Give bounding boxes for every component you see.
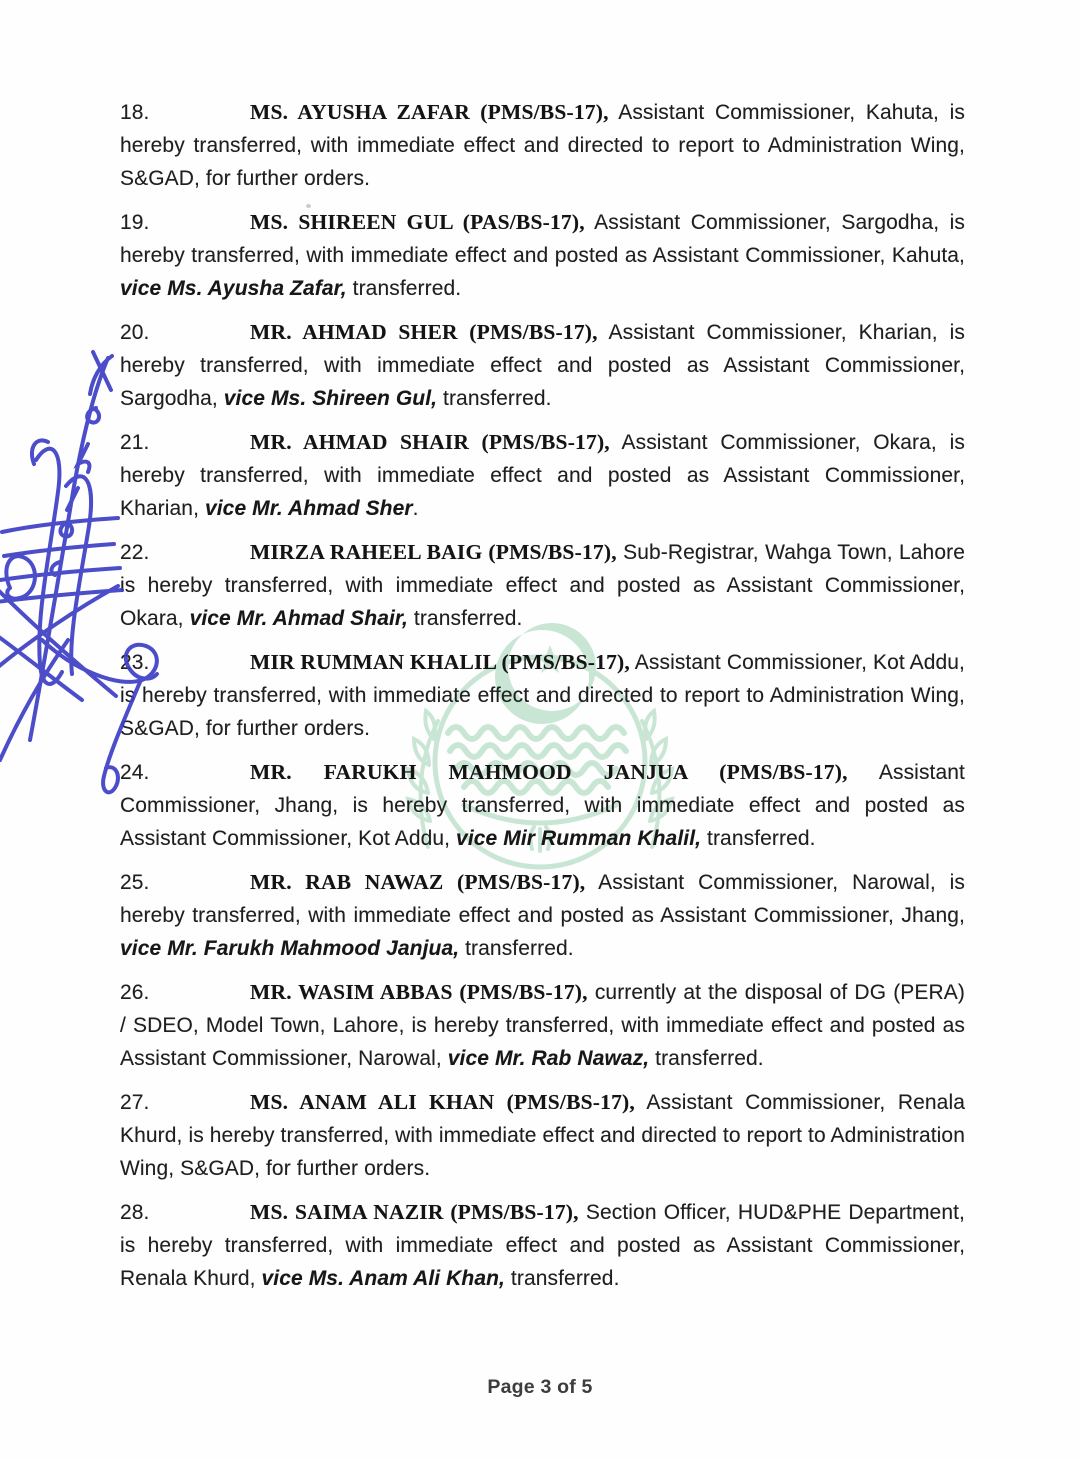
vice-clause: vice Ms. Shireen Gul, <box>223 387 438 410</box>
officer-name: MR. FARUKH MAHMOOD JANJUA (PMS/BS-17), <box>250 760 848 784</box>
transfer-paragraph <box>120 206 965 305</box>
officer-name: MIRZA RAHEEL BAIG (PMS/BS-17), <box>250 540 617 564</box>
paragraph-text: Assistant Commissioner, Sargodha, is hereby transferred, with immediate effect and posted as Assistant Commissioner, Kahuta, <box>120 211 965 267</box>
paragraph-text: transferred. <box>504 1267 620 1290</box>
transfer-paragraph <box>120 96 965 195</box>
paragraph-text: Sub-Registrar, Wahga Town, Lahore is hereby transferred, with immediate effect and posted as Assistant Commissioner, Okara, <box>120 541 965 630</box>
transfer-paragraph <box>120 1196 965 1295</box>
paragraph-text: . <box>412 497 419 520</box>
paragraph-number: 22. <box>120 541 150 564</box>
paragraph-number: 20. <box>120 321 150 344</box>
paragraph-number: 25. <box>120 871 150 894</box>
officer-name: MS. SHIREEN GUL (PAS/BS-17), <box>250 210 585 234</box>
paragraph-number: 19. <box>120 211 150 234</box>
transfer-paragraph <box>120 316 965 415</box>
paragraph-number: 27. <box>120 1091 150 1114</box>
vice-clause: vice Ms. Ayusha Zafar, <box>120 277 347 300</box>
transfer-paragraph <box>120 756 965 855</box>
officer-name: MS. AYUSHA ZAFAR (PMS/BS-17), <box>250 100 609 124</box>
scan-speck <box>306 204 311 208</box>
paragraph-text: transferred. <box>346 277 462 300</box>
vice-clause: vice Mr. Ahmad Sher <box>204 497 413 520</box>
transfer-paragraph <box>120 1086 965 1185</box>
paragraph-text: Assistant Commissioner, Kot Addu, is hereby transferred, with immediate effect and directed to report to Administration Wing, S&GAD, for further orders. <box>120 651 965 740</box>
vice-clause: vice Ms. Anam Ali Khan, <box>261 1267 505 1290</box>
paragraph-text: transferred. <box>459 937 574 960</box>
officer-name: MR. AHMAD SHER (PMS/BS-17), <box>250 320 598 344</box>
officer-name: MS. SAIMA NAZIR (PMS/BS-17), <box>250 1200 579 1224</box>
paragraph-text: transferred. <box>649 1047 764 1070</box>
paragraph-text: Assistant Commissioner, Narowal, is hereby transferred, with immediate effect and posted as Assistant Commissioner, Jhang, <box>120 871 966 927</box>
paragraph-text: Section Officer, HUD&PHE Department, is hereby transferred, with immediate effect and posted as Assistant Commissioner, Renala Khurd, <box>120 1201 965 1290</box>
paragraph-number: 21. <box>120 431 150 454</box>
paragraph-text: Assistant Commissioner, Kharian, is hereby transferred, with immediate effect and posted as Assistant Commissioner, Sargodha, <box>120 321 965 410</box>
paragraph-number: 24. <box>120 761 150 784</box>
transfer-paragraph <box>120 866 965 965</box>
paragraph-number: 28. <box>120 1201 150 1224</box>
vice-clause: vice Mr. Rab Nawaz, <box>447 1047 650 1070</box>
document-body <box>120 96 965 1306</box>
paragraph-text: Assistant Commissioner, Okara, is hereby transferred, with immediate effect and posted as Assistant Commissioner, Kharian, <box>120 431 965 520</box>
vice-clause: vice Mr. Ahmad Shair, <box>189 607 408 630</box>
vice-clause: vice Mir Rumman Khalil, <box>456 827 702 850</box>
transfer-paragraph <box>120 426 965 525</box>
paragraph-text: transferred. <box>407 607 523 630</box>
paragraph-number: 23. <box>120 651 150 674</box>
page-footer: Page 3 of 5 <box>487 1376 593 1398</box>
vice-clause: vice Mr. Farukh Mahmood Janjua, <box>120 937 460 960</box>
paragraph-text: transferred. <box>437 387 552 410</box>
officer-name: MR. AHMAD SHAIR (PMS/BS-17), <box>250 430 610 454</box>
paragraph-number: 26. <box>120 981 150 1004</box>
paragraph-number: 18. <box>120 101 150 124</box>
officer-name: MR. RAB NAWAZ (PMS/BS-17), <box>250 870 586 894</box>
transfer-paragraph <box>120 536 965 635</box>
paragraph-text: Assistant Commissioner, Kahuta, is hereby transferred, with immediate effect and directed to report to Administration Wing, S&GAD, for further orders. <box>120 101 965 190</box>
paragraph-text: Assistant Commissioner, Renala Khurd, is hereby transferred, with immediate effect and directed to report to Administration Wing, S&GAD, for further orders. <box>120 1091 966 1180</box>
officer-name: MIR RUMMAN KHALIL (PMS/BS-17), <box>250 650 630 674</box>
officer-name: MR. WASIM ABBAS (PMS/BS-17), <box>250 980 588 1004</box>
officer-name: MS. ANAM ALI KHAN (PMS/BS-17), <box>250 1090 635 1114</box>
paragraph-text: Assistant Commissioner, Jhang, is hereby transferred, with immediate effect and posted as Assistant Commissioner, Kot Addu, <box>120 761 965 850</box>
paragraph-text: transferred. <box>701 827 816 850</box>
paragraph-text: currently at the disposal of DG (PERA) / SDEO, Model Town, Lahore, is hereby transferred, with immediate effect and posted as Assistant Commissioner, Narowal, <box>120 981 965 1070</box>
transfer-paragraph <box>120 646 965 745</box>
transfer-paragraph <box>120 976 965 1075</box>
